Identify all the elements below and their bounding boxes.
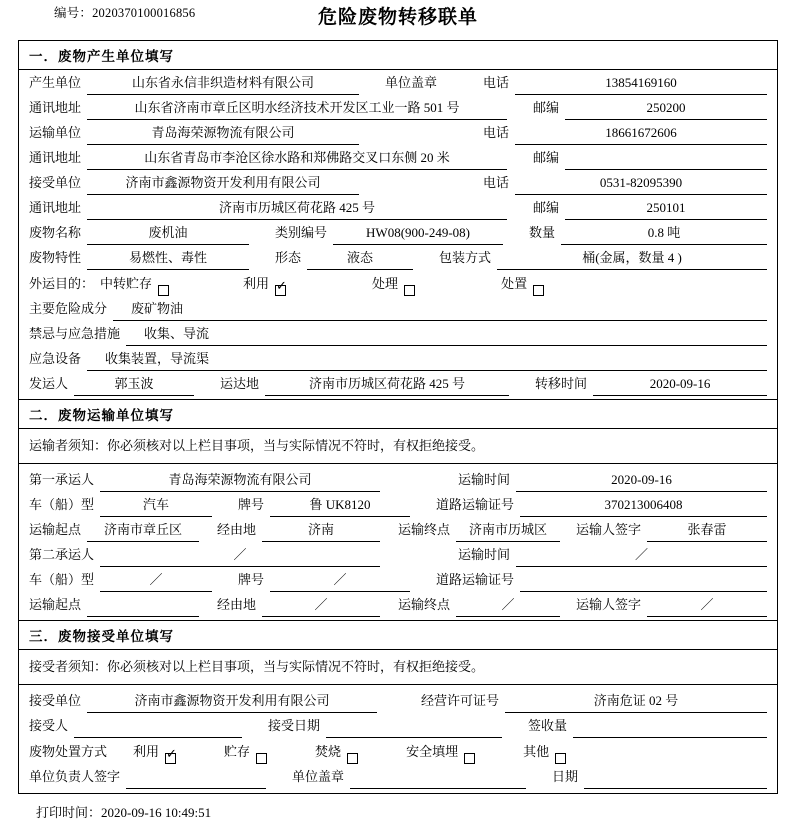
disposal-option-0-label: 利用 (133, 744, 160, 759)
vehicle1-value: 汽车 (100, 495, 212, 517)
unit-seal-value (350, 787, 526, 789)
receiver-phone-label: 电话 (483, 175, 510, 190)
transport-unit-label: 运输单位 (29, 125, 82, 140)
end1-value: 济南市历城区 (456, 520, 560, 542)
section-3-note: 接受者须知：你必须核对以上栏目事项，当与实际情况不符时，有权拒绝接受。 (19, 650, 777, 685)
sender-value: 郭玉波 (74, 374, 194, 396)
disposal-option-3-label: 安全填埋 (406, 744, 459, 759)
purpose-option-3-checkbox[interactable] (533, 285, 544, 296)
sign1-value: 张春雷 (647, 520, 767, 542)
transport-time1-label: 运输时间 (458, 472, 511, 487)
carrier2-label: 第二承运人 (29, 547, 95, 562)
manifest-form (18, 40, 778, 794)
final-date-label: 日期 (552, 769, 579, 784)
taboo-label: 禁忌与应急措施 (29, 326, 121, 341)
quantity-label: 数量 (529, 225, 556, 240)
disposal-option-0-checkbox[interactable] (165, 753, 176, 764)
receiving-unit-value: 济南市鑫源物资开发利用有限公司 (87, 691, 377, 713)
package-value: 桶(金属，数量 4 ) (497, 248, 767, 270)
disposal-option-4-checkbox[interactable] (555, 753, 566, 764)
receiver-unit-label: 接受单位 (29, 175, 82, 190)
receiver-unit-value: 济南市鑫源物资开发利用有限公司 (87, 173, 359, 195)
row-receiver-person (19, 713, 777, 738)
receiver-zip-label: 邮编 (533, 200, 560, 215)
property-label: 废物特性 (29, 250, 82, 265)
disposal-label: 废物处置方式 (29, 744, 108, 759)
property-value: 易燃性、毒性 (87, 248, 249, 270)
disposal-option-1-checkbox[interactable] (256, 753, 267, 764)
equipment-label: 应急设备 (29, 351, 82, 366)
destination-label: 运达地 (220, 376, 260, 391)
purpose-option-1-checkbox[interactable] (275, 285, 286, 296)
via2-label: 经由地 (217, 597, 257, 612)
category-label: 类别编号 (275, 225, 328, 240)
purpose-label: 外运目的： (29, 276, 95, 291)
disposal-option-3-checkbox[interactable] (464, 753, 475, 764)
row-carrier-1 (19, 467, 777, 492)
transport-time1-value: 2020-09-16 (516, 470, 767, 492)
move-time-label: 转移时间 (535, 376, 588, 391)
receive-date-label: 接受日期 (268, 718, 321, 733)
waste-name-label: 废物名称 (29, 225, 82, 240)
row-route-1 (19, 517, 777, 542)
address-value: 山东省济南市章丘区明水经济技术开发区工业一路 501 号 (87, 98, 507, 120)
receipt-qty-label: 签收量 (528, 718, 568, 733)
receiver-address-value: 济南市历城区荷花路 425 号 (87, 198, 507, 220)
unit-seal-label: 单位盖章 (292, 769, 345, 784)
plate2-label: 牌号 (238, 572, 265, 587)
row-transport-unit (19, 120, 777, 145)
purpose-option-2-checkbox[interactable] (404, 285, 415, 296)
row-purpose (19, 270, 777, 296)
vehicle2-label: 车（船）型 (29, 572, 95, 587)
receipt-qty-value (573, 736, 767, 738)
vehicle2-value: ／ (100, 570, 212, 592)
start1-label: 运输起点 (29, 522, 82, 537)
start2-value (87, 615, 199, 617)
row-taboo (19, 321, 777, 346)
transport-zip-value (565, 168, 767, 170)
quantity-value: 0.8 吨 (561, 223, 767, 245)
permit-value: 济南危证 02 号 (505, 691, 767, 713)
leader-label: 单位负责人签字 (29, 769, 121, 784)
package-label: 包装方式 (439, 250, 492, 265)
row-disposal-method (19, 738, 777, 764)
producer-label: 产生单位 (29, 75, 82, 90)
via1-value: 济南 (262, 520, 380, 542)
final-date-value (584, 787, 767, 789)
disposal-option-2-checkbox[interactable] (347, 753, 358, 764)
destination-value: 济南市历城区荷花路 425 号 (265, 374, 509, 396)
carrier2-value: ／ (100, 545, 380, 567)
section-1-heading: 一．废物产生单位填写 (19, 41, 777, 70)
form-value: 液态 (307, 248, 413, 270)
print-time (36, 802, 778, 821)
end1-label: 运输终点 (398, 522, 451, 537)
row-vehicle-2 (19, 567, 777, 592)
sign2-value: ／ (647, 595, 767, 617)
disposal-option-2-label: 焚烧 (315, 744, 342, 759)
transport-unit-value: 青岛海荣源物流有限公司 (87, 123, 359, 145)
transport-phone-label: 电话 (483, 125, 510, 140)
transport-address-value: 山东省青岛市李沧区徐水路和郑佛路交叉口东侧 20 米 (87, 148, 507, 170)
row-waste-name (19, 220, 777, 245)
section-2-note: 运输者须知：你必须核对以上栏目事项，当与实际情况不符时，有权拒绝接受。 (19, 429, 777, 464)
form-label: 形态 (275, 250, 302, 265)
row-carrier-2 (19, 542, 777, 567)
document-code-value: 2020370100016856 (92, 6, 196, 20)
receiver-person-value (74, 736, 242, 738)
row-receiving-unit (19, 688, 777, 713)
receiver-phone-value: 0531-82095390 (515, 173, 767, 195)
purpose-option-2-label: 处理 (372, 276, 399, 291)
sign2-label: 运输人签字 (576, 597, 642, 612)
purpose-option-0-checkbox[interactable] (158, 285, 169, 296)
row-receiver-unit (19, 170, 777, 195)
transport-time2-label: 运输时间 (458, 547, 511, 562)
address-label: 通讯地址 (29, 100, 82, 115)
zip-label: 邮编 (533, 100, 560, 115)
license2-value (520, 590, 767, 592)
print-time-value: 2020-09-16 10:49:51 (101, 805, 212, 820)
purpose-option-0-label: 中转贮存 (100, 276, 153, 291)
print-time-label: 打印时间： (36, 805, 102, 820)
row-equipment (19, 346, 777, 371)
transport-time2-value: ／ (516, 545, 767, 567)
purpose-option-1-label: 利用 (243, 276, 270, 291)
row-receiver-address (19, 195, 777, 220)
license1-value: 370213006408 (520, 495, 767, 517)
seal-label: 单位盖章 (385, 75, 438, 90)
sign1-label: 运输人签字 (576, 522, 642, 537)
via1-label: 经由地 (217, 522, 257, 537)
move-time-value: 2020-09-16 (593, 374, 767, 396)
via2-value: ／ (262, 595, 380, 617)
section-2-heading: 二．废物运输单位填写 (19, 399, 777, 429)
transport-zip-label: 邮编 (533, 150, 560, 165)
row-main-hazard (19, 296, 777, 321)
receiving-unit-label: 接受单位 (29, 693, 82, 708)
license2-label: 道路运输证号 (436, 572, 515, 587)
phone-label: 电话 (483, 75, 510, 90)
transport-address-label: 通讯地址 (29, 150, 82, 165)
end2-value: ／ (456, 595, 560, 617)
row-producer (19, 70, 777, 95)
category-value: HW08(900-249-08) (333, 223, 503, 245)
waste-name-value: 废机油 (87, 223, 249, 245)
purpose-option-3-label: 处置 (501, 276, 528, 291)
license1-label: 道路运输证号 (436, 497, 515, 512)
section-3-heading: 三．废物接受单位填写 (19, 620, 777, 650)
receiver-zip-value: 250101 (565, 198, 767, 220)
row-route-2 (19, 592, 777, 617)
page-title: 危险废物转移联单 (317, 7, 478, 28)
start1-value: 济南市章丘区 (87, 520, 199, 542)
sender-label: 发运人 (29, 376, 69, 391)
receiver-address-label: 通讯地址 (29, 200, 82, 215)
end2-label: 运输终点 (398, 597, 451, 612)
receiver-person-label: 接受人 (29, 718, 69, 733)
document-code-label: 编号： (54, 6, 93, 20)
row-vehicle-1 (19, 492, 777, 517)
document-header (18, 0, 778, 40)
zip-value: 250200 (565, 98, 767, 120)
row-waste-property (19, 245, 777, 270)
row-sender (19, 371, 777, 396)
carrier1-label: 第一承运人 (29, 472, 95, 487)
main-hazard-label: 主要危险成分 (29, 301, 108, 316)
main-hazard-value: 废矿物油 (113, 299, 767, 321)
phone-value: 13854169160 (515, 73, 767, 95)
transport-phone-value: 18661672606 (515, 123, 767, 145)
row-transport-address (19, 145, 777, 170)
disposal-option-1-label: 贮存 (224, 744, 251, 759)
permit-label: 经营许可证号 (421, 693, 500, 708)
disposal-option-4-label: 其他 (523, 744, 550, 759)
plate1-label: 牌号 (238, 497, 265, 512)
receive-date-value (326, 736, 502, 738)
carrier1-value: 青岛海荣源物流有限公司 (100, 470, 380, 492)
leader-value (126, 787, 266, 789)
start2-label: 运输起点 (29, 597, 82, 612)
equipment-value: 收集装置，导流渠 (87, 349, 767, 371)
plate1-value: 鲁 UK8120 (270, 495, 410, 517)
taboo-value: 收集、导流 (126, 324, 767, 346)
row-producer-address (19, 95, 777, 120)
vehicle1-label: 车（船）型 (29, 497, 95, 512)
plate2-value: ／ (270, 570, 410, 592)
producer-value: 山东省永信非织造材料有限公司 (87, 73, 359, 95)
